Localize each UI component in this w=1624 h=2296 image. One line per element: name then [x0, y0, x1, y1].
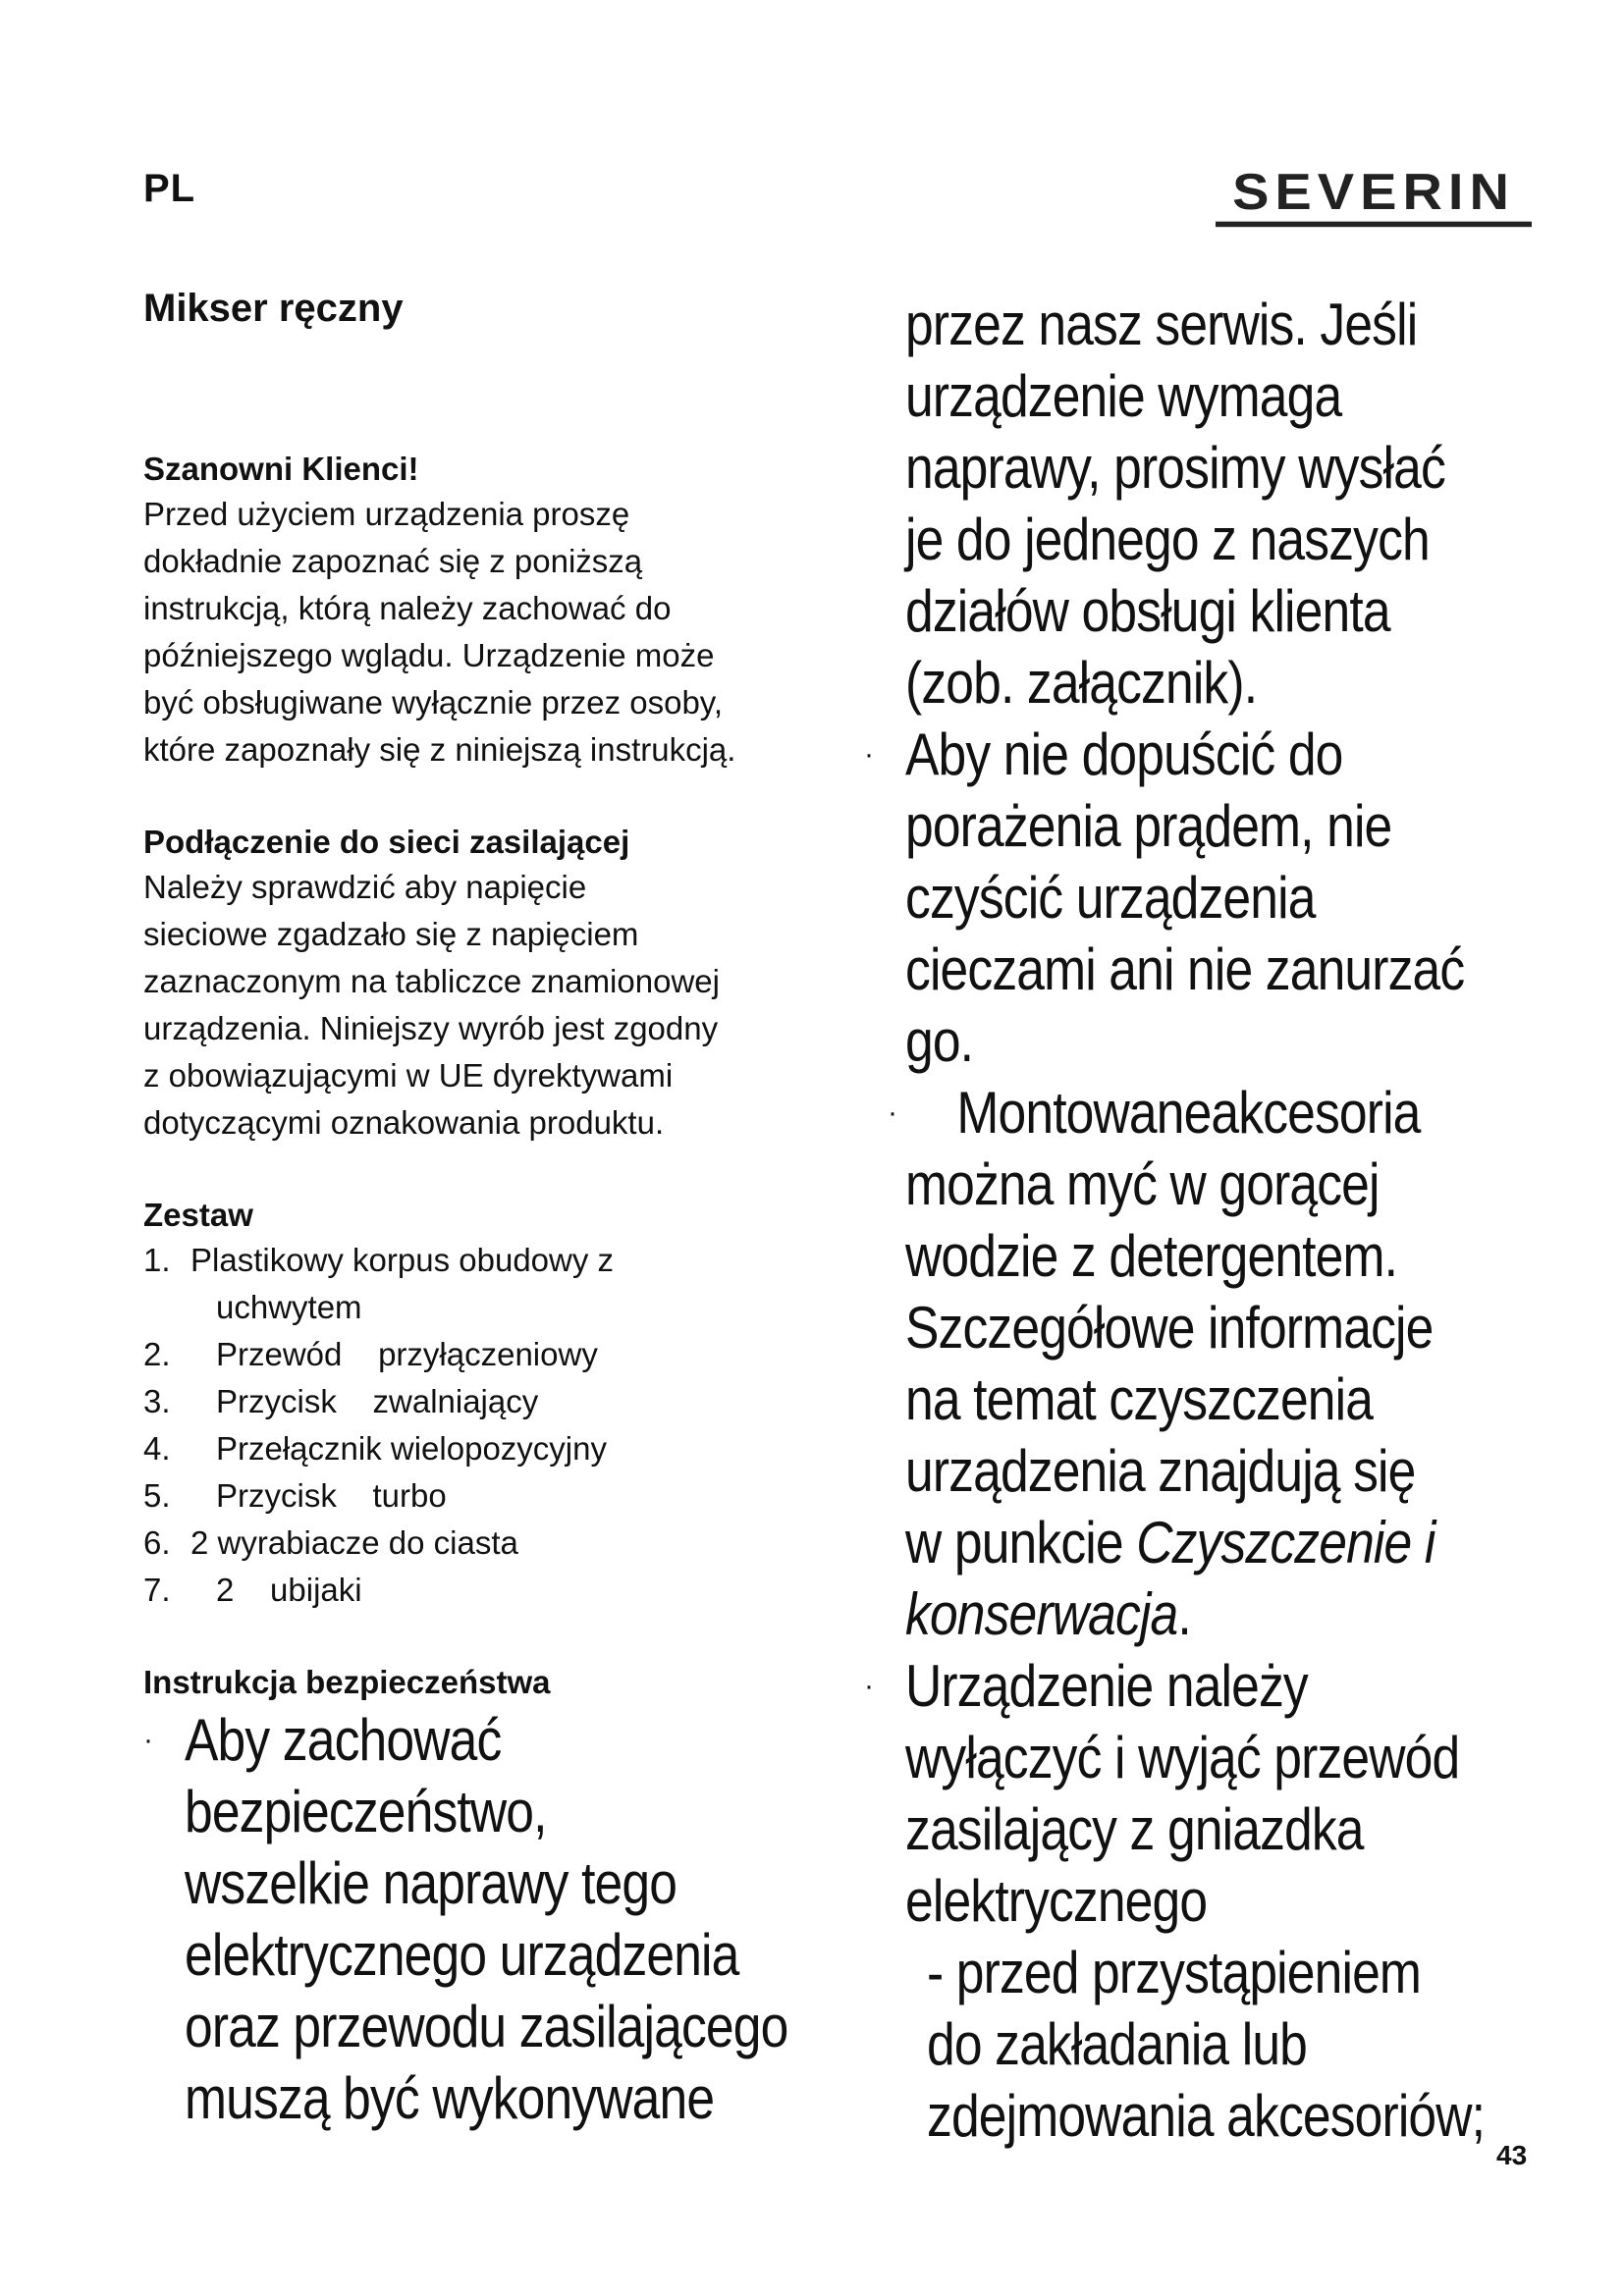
bullet-line: na temat czyszczenia	[905, 1366, 1374, 1432]
safety-bullet-item	[864, 1650, 1532, 2152]
document-title: Mikser ręczny	[143, 287, 404, 330]
list-item-number: 5.	[143, 1477, 171, 1514]
power-line: dotyczącymi oznakowania produktu.	[143, 1104, 665, 1141]
continued-line: naprawy, prosimy wysłać	[905, 435, 1445, 501]
sub-line: - przed przystąpieniem	[927, 1940, 1422, 2005]
safety-heading: Instrukcja bezpieczeństwa	[143, 1664, 551, 1700]
list-item-number: 6.	[143, 1524, 171, 1561]
safety-line: Aby zachować	[185, 1707, 502, 1773]
set-heading: Zestaw	[143, 1197, 253, 1233]
list-item-number: 1.	[143, 1242, 171, 1278]
list-item	[143, 1567, 811, 1614]
bullet-continuation	[864, 1148, 1532, 1650]
list-item	[143, 1237, 811, 1284]
safety-line: muszą być wykonywane	[185, 2065, 715, 2131]
list-item	[143, 1331, 811, 1378]
list-item-text: Przełącznik wielopozycyjny	[216, 1430, 607, 1467]
list-item-text: uchwytem	[216, 1289, 362, 1325]
list-item	[143, 1284, 811, 1331]
bullet-line	[905, 1578, 1530, 1650]
continued-line: przez nasz serwis. Jeśli	[905, 292, 1418, 357]
power-line: z obowiązującymi w UE dyrektywami	[143, 1057, 674, 1094]
greeting-line: dokładnie zapoznać się z poniższą	[143, 543, 643, 579]
bullet-line: zasilający z gniazdka	[905, 1796, 1364, 1862]
safety-line: bezpieczeństwo,	[185, 1779, 547, 1844]
bullet-marker: ·	[864, 1670, 874, 1702]
power-paragraph	[143, 864, 811, 1147]
list-item-text: 2 ubijaki	[216, 1572, 362, 1608]
safety-bullet-item	[143, 1704, 811, 2134]
list-item	[143, 1520, 811, 1567]
bullet-line: wodzie z detergentem.	[905, 1223, 1398, 1289]
power-line: Należy sprawdzić aby napięcie	[143, 869, 587, 905]
bullet-line: wyłączyć i wyjąć przewód	[905, 1725, 1460, 1790]
bullet-line: Szczegółowe informacje	[905, 1295, 1434, 1361]
list-item-number: 4.	[143, 1430, 171, 1467]
severin-logo: SEVERIN	[1216, 164, 1532, 227]
power-line: urządzenia. Niniejszy wyrób jest zgodny	[143, 1010, 719, 1046]
greeting-paragraph	[143, 491, 811, 774]
list-item-text: 2 wyrabiacze do ciasta	[190, 1524, 518, 1561]
power-heading: Podłączenie do sieci zasilającej	[143, 824, 630, 860]
list-item-text: Plastikowy korpus obudowy z	[190, 1242, 615, 1278]
left-column	[143, 285, 811, 2134]
greeting-line: być obsługiwane wyłącznie przez osoby,	[143, 684, 724, 721]
page-number: 43	[1496, 2140, 1528, 2170]
list-item-text: Przycisk turbo	[216, 1477, 447, 1514]
set-list	[143, 1237, 811, 1614]
list-item-text: Przewód przyłączeniowy	[216, 1336, 598, 1372]
continued-line: je do jednego z naszych	[905, 507, 1430, 572]
safety-line: wszelkie naprawy tego	[185, 1850, 677, 1916]
language-code: PL	[143, 167, 196, 210]
list-item-number: 7.	[143, 1572, 171, 1608]
bullet-line: porażenia prądem, nie	[905, 793, 1392, 859]
continued-line: urządzenie wymaga	[905, 363, 1342, 429]
list-item-number: 3.	[143, 1383, 171, 1419]
continued-line: działów obsługi klienta	[905, 578, 1390, 644]
list-item-number: 2.	[143, 1336, 171, 1372]
power-line: zaznaczonym na tabliczce znamionowej	[143, 963, 720, 999]
safety-line: elektrycznego urządzenia	[185, 1922, 739, 1988]
section-reference: konserwacja	[905, 1581, 1178, 1647]
bullet-line: urządzenia znajdują się	[905, 1438, 1416, 1504]
right-column	[864, 289, 1532, 2152]
list-item-text: Przycisk zwalniający	[216, 1383, 539, 1419]
bullet-line: Montowaneakcesoria	[956, 1080, 1421, 1146]
bullet-line: cieczami ani nie zanurzać	[905, 936, 1465, 1002]
safety-bullet-item	[864, 719, 1532, 1077]
safety-line: oraz przewodu zasilającego	[185, 1994, 788, 2059]
bullet-marker: ·	[143, 1724, 153, 1756]
list-item	[143, 1378, 811, 1425]
greeting-line: które zapoznały się z niniejszą instrukcją.	[143, 731, 736, 768]
sub-line: do zakładania lub	[927, 2011, 1308, 2077]
reference-prefix: w punkcie	[905, 1510, 1137, 1575]
bullet-line: elektrycznego	[905, 1868, 1208, 1934]
bullet-marker: ·	[888, 1096, 897, 1129]
bullet-marker: ·	[864, 738, 874, 771]
greeting-line: późniejszego wglądu. Urządzenie może	[143, 637, 715, 673]
greeting-line: instrukcją, którą należy zachować do	[143, 590, 672, 626]
greeting-line: Przed użyciem urządzenia proszę	[143, 496, 630, 532]
bullet-line: można myć w gorącej	[905, 1151, 1380, 1217]
bullet-line: Aby nie dopuścić do	[905, 721, 1343, 787]
list-item	[143, 1472, 811, 1520]
continued-line: (zob. załącznik).	[905, 650, 1258, 716]
greeting-heading: Szanowni Klienci!	[143, 451, 419, 487]
bullet-line: Urządzenie należy	[905, 1653, 1308, 1719]
list-item	[143, 1425, 811, 1472]
section-reference: Czyszczenie i	[1136, 1510, 1435, 1575]
bullet-line: czyścić urządzenia	[905, 865, 1316, 931]
bullet-line	[905, 1507, 1530, 1578]
reference-end: .	[1177, 1581, 1191, 1647]
sub-line: zdejmowania akcesoriów;	[927, 2083, 1486, 2149]
safety-bullet-item	[864, 1077, 1532, 1148]
bullet-line: go.	[905, 1008, 974, 1074]
power-line: sieciowe zgadzało się z napięciem	[143, 916, 639, 952]
